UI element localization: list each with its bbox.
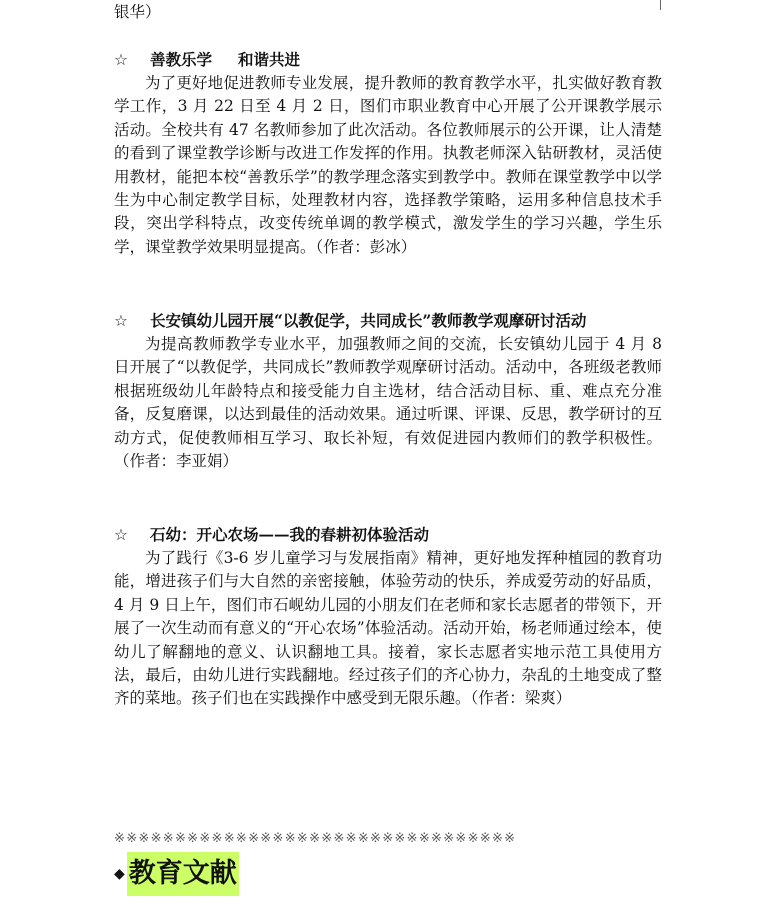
- star-icon: ☆: [114, 526, 128, 544]
- article-2: [114, 309, 662, 473]
- article-body: 为了更好地促进教师专业发展，提升教师的教育教学水平，扎实做好教育教学工作，3 月 22 日至 4 月 2 日，图们市职业教育中心开展了公开课教学展示活动。全校共有 47 名教师参加了此次活动。各位教师展示的公开课，让人清楚的看到了课堂教学诊断与改进工作发挥的作用。执教老师深入钻研教材，灵活使用教材，能把本校“善教乐学”的教学理念落实到教学中。教师在课堂教学中以学生为中心制定教学目标，处理教材内容，选择教学策略，运用多种信息技术手段，突出学科特点，改变传统单调的教学模式，激发学生的学习兴趣，学生乐学，课堂教学效果明显提高。（作者：彭冰）: [114, 74, 662, 256]
- star-icon: ☆: [114, 312, 128, 330]
- section-heading: [114, 852, 239, 896]
- article-heading: [114, 48, 662, 72]
- article-title: 长安镇幼儿园开展“以教促学，共同成长”教师教学观摩研讨活动: [150, 311, 587, 330]
- article-heading: [114, 309, 662, 333]
- article-heading: [114, 523, 662, 547]
- ornamental-divider: ※※※※※※※※※※※※※※※※※※※※※※※※※※※※※※※※※: [114, 831, 517, 846]
- section-title: 教育文献: [127, 852, 239, 896]
- article-body: 为提高教师教学专业水平，加强教师之间的交流，长安镇幼儿园于 4 月 8 日开展了“以教促学，共同成长”教师教学观摩研讨活动。活动中，各班级老教师根据班级幼儿年龄特点和接受能力自主选材，结合活动目标、重、难点充分准备，反复磨课，以达到最佳的活动效果。通过听课、评课、反思，教学研讨的互动方式，促使教师相互学习、取长补短，有效促进园内教师们的教学积极性。（作者：李亚娟）: [114, 335, 662, 471]
- star-icon: ☆: [114, 51, 128, 69]
- previous-article-tail: 银华）: [114, 3, 161, 21]
- article-title-part-1: 善教乐学: [150, 50, 213, 69]
- article-3: [114, 523, 662, 711]
- article-title-part-2: 和谐共进: [238, 50, 301, 69]
- page-corner-mark: [660, 0, 661, 10]
- article-body: 为了践行《3-6 岁儿童学习与发展指南》精神，更好地发挥种植园的教育功能，增进孩子们与大自然的亲密接触，体验劳动的快乐，养成爱劳动的好品质，4 月 9 日上午，图们市石岘幼儿园的小朋友们在老师和家长志愿者的带领下，开展了一次生动而有意义的“开心农场”体验活动。活动开始，杨老师通过绘本，使幼儿了解翻地的意义、认识翻地工具。接着，家长志愿者实地示范工具使用方法，最后，由幼儿进行实践翻地。经过孩子们的齐心协力，杂乱的土地变成了整齐的菜地。孩子们也在实践操作中感受到无限乐趣。（作者：梁爽）: [114, 549, 662, 708]
- article-1: [114, 48, 662, 259]
- diamond-bullet-icon: ◆: [114, 866, 125, 882]
- article-title: 石幼：开心农场——我的春耕初体验活动: [150, 525, 430, 544]
